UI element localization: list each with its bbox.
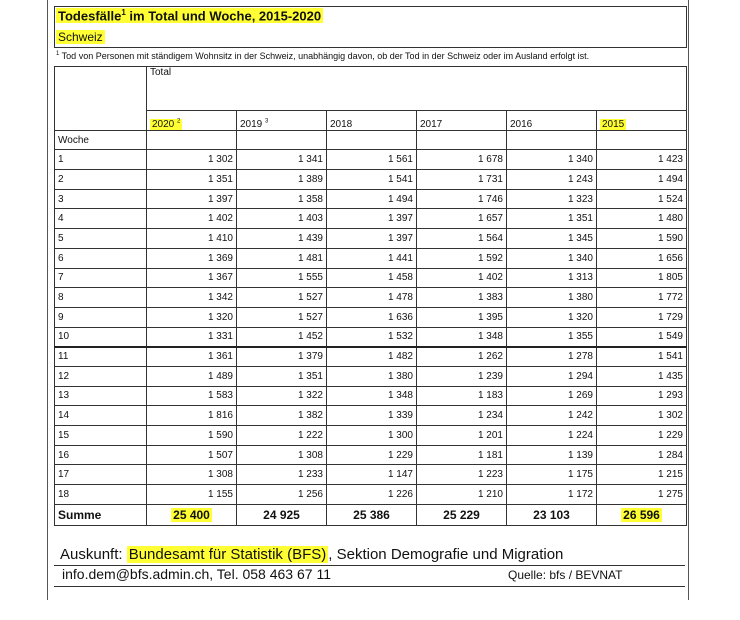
value-cell: 1 656 — [597, 248, 687, 268]
value-cell: 1 300 — [327, 426, 417, 446]
value-cell: 1 172 — [507, 485, 597, 505]
value-cell: 1 355 — [507, 327, 597, 347]
value-cell: 1 410 — [147, 229, 237, 249]
table-row — [55, 347, 687, 367]
week-header: Woche — [55, 130, 147, 150]
value-cell: 1 320 — [147, 307, 237, 327]
value-cell: 1 284 — [597, 445, 687, 465]
value-cell: 1 181 — [417, 445, 507, 465]
value-cell: 1 234 — [417, 406, 507, 426]
value-cell: 1 527 — [237, 288, 327, 308]
table-title: Todesfälle$^1$ im Total und Woche, 2015-2020 — [58, 8, 322, 24]
value-cell: 1 147 — [327, 465, 417, 485]
week-header-blank — [327, 130, 417, 150]
week-cell: 17 — [55, 465, 147, 485]
value-cell: 1 729 — [597, 307, 687, 327]
table-row — [55, 150, 687, 170]
value-cell: 1 351 — [147, 170, 237, 190]
week-cell: 7 — [55, 268, 147, 288]
value-cell: 1 564 — [417, 229, 507, 249]
table-row — [55, 170, 687, 190]
value-cell: 1 222 — [237, 426, 327, 446]
value-cell: 1 342 — [147, 288, 237, 308]
table-row — [55, 229, 687, 249]
value-cell: 1 351 — [237, 366, 327, 386]
value-cell: 1 678 — [417, 150, 507, 170]
value-cell: 1 541 — [327, 170, 417, 190]
year-header: 2020 $^2$ — [147, 111, 237, 131]
table-row — [55, 406, 687, 426]
contact-info: Auskunft: Bundesamt für Statistik (BFS) , Sektion Demografie und Migration — [60, 546, 564, 563]
value-cell: 1 439 — [237, 229, 327, 249]
sum-cell: 25 229 — [417, 504, 507, 525]
value-cell: 1 494 — [327, 189, 417, 209]
value-cell: 1 243 — [507, 170, 597, 190]
week-cell: 14 — [55, 406, 147, 426]
value-cell: 1 494 — [597, 170, 687, 190]
value-cell: 1 549 — [597, 327, 687, 347]
value-cell: 1 345 — [507, 229, 597, 249]
footnote: $^1$ Tod von Personen mit ständigem Wohnsitz in der Schweiz, unabhängig davon, ob der Tod in der Schweiz oder im Ausland erfolgt ist. — [56, 51, 590, 61]
value-cell: 1 275 — [597, 485, 687, 505]
value-cell: 1 341 — [237, 150, 327, 170]
week-cell: 12 — [55, 366, 147, 386]
value-cell: 1 397 — [327, 229, 417, 249]
value-cell: 1 223 — [417, 465, 507, 485]
sum-cell: 24 925 — [237, 504, 327, 525]
value-cell: 1 583 — [147, 386, 237, 406]
table-row — [55, 209, 687, 229]
value-cell: 1 340 — [507, 150, 597, 170]
value-cell: 1 155 — [147, 485, 237, 505]
value-cell: 1 229 — [597, 426, 687, 446]
sum-cell: 25 400 — [147, 504, 237, 525]
value-cell: 1 561 — [327, 150, 417, 170]
value-cell: 1 397 — [147, 189, 237, 209]
year-header: 2016 — [507, 111, 597, 131]
value-cell: 1 242 — [507, 406, 597, 426]
table-row — [55, 327, 687, 347]
value-cell: 1 367 — [147, 268, 237, 288]
value-cell: 1 532 — [327, 327, 417, 347]
value-cell: 1 458 — [327, 268, 417, 288]
value-cell: 1 361 — [147, 347, 237, 367]
year-header: 2017 — [417, 111, 507, 131]
table-row — [55, 445, 687, 465]
value-cell: 1 527 — [237, 307, 327, 327]
week-cell: 11 — [55, 347, 147, 367]
value-cell: 1 383 — [417, 288, 507, 308]
value-cell: 1 389 — [237, 170, 327, 190]
value-cell: 1 348 — [327, 386, 417, 406]
value-cell: 1 340 — [507, 248, 597, 268]
region-label: Schweiz — [58, 30, 103, 44]
contact-org: Bundesamt für Statistik (BFS) — [128, 546, 327, 563]
week-cell: 18 — [55, 485, 147, 505]
value-cell: 1 380 — [327, 366, 417, 386]
value-cell: 1 435 — [597, 366, 687, 386]
table-row — [55, 189, 687, 209]
value-cell: 1 302 — [147, 150, 237, 170]
value-cell: 1 657 — [417, 209, 507, 229]
year-header: 2018 — [327, 111, 417, 131]
week-cell: 15 — [55, 426, 147, 446]
value-cell: 1 489 — [147, 366, 237, 386]
week-cell: 13 — [55, 386, 147, 406]
value-cell: 1 302 — [597, 406, 687, 426]
table-row — [55, 465, 687, 485]
value-cell: 1 294 — [507, 366, 597, 386]
value-cell: 1 636 — [327, 307, 417, 327]
week-cell: 4 — [55, 209, 147, 229]
deaths-table — [54, 66, 687, 526]
value-cell: 1 233 — [237, 465, 327, 485]
page-border-right — [688, 0, 689, 600]
value-cell: 1 452 — [237, 327, 327, 347]
week-header-blank — [507, 130, 597, 150]
week-cell: 9 — [55, 307, 147, 327]
value-cell: 1 380 — [507, 288, 597, 308]
table-row — [55, 268, 687, 288]
value-cell: 1 348 — [417, 327, 507, 347]
value-cell: 1 507 — [147, 445, 237, 465]
page-border-left — [47, 0, 48, 600]
value-cell: 1 339 — [327, 406, 417, 426]
value-cell: 1 322 — [237, 386, 327, 406]
year-header: 2019 $^3$ — [237, 111, 327, 131]
source-note: Quelle: bfs / BEVNAT — [508, 568, 623, 582]
value-cell: 1 308 — [237, 445, 327, 465]
sum-row — [55, 504, 687, 525]
value-cell: 1 397 — [327, 209, 417, 229]
value-cell: 1 278 — [507, 347, 597, 367]
value-cell: 1 395 — [417, 307, 507, 327]
value-cell: 1 320 — [507, 307, 597, 327]
value-cell: 1 746 — [417, 189, 507, 209]
week-cell: 6 — [55, 248, 147, 268]
week-header-blank — [597, 130, 687, 150]
value-cell: 1 805 — [597, 268, 687, 288]
sum-cell: 25 386 — [327, 504, 417, 525]
value-cell: 1 313 — [507, 268, 597, 288]
value-cell: 1 402 — [417, 268, 507, 288]
value-cell: 1 441 — [327, 248, 417, 268]
value-cell: 1 382 — [237, 406, 327, 426]
value-cell: 1 201 — [417, 426, 507, 446]
value-cell: 1 524 — [597, 189, 687, 209]
value-cell: 1 323 — [507, 189, 597, 209]
value-cell: 1 226 — [327, 485, 417, 505]
value-cell: 1 480 — [597, 209, 687, 229]
value-cell: 1 592 — [417, 248, 507, 268]
value-cell: 1 139 — [507, 445, 597, 465]
value-cell: 1 590 — [147, 426, 237, 446]
value-cell: 1 256 — [237, 485, 327, 505]
header-corner — [55, 67, 147, 131]
region-box — [54, 28, 687, 48]
value-cell: 1 541 — [597, 347, 687, 367]
value-cell: 1 269 — [507, 386, 597, 406]
value-cell: 1 239 — [417, 366, 507, 386]
week-cell: 10 — [55, 327, 147, 347]
value-cell: 1 262 — [417, 347, 507, 367]
week-cell: 5 — [55, 229, 147, 249]
value-cell: 1 481 — [237, 248, 327, 268]
value-cell: 1 482 — [327, 347, 417, 367]
week-cell: 1 — [55, 150, 147, 170]
table-row — [55, 248, 687, 268]
value-cell: 1 590 — [597, 229, 687, 249]
table-row — [55, 426, 687, 446]
week-cell: 3 — [55, 189, 147, 209]
table-row — [55, 485, 687, 505]
value-cell: 1 224 — [507, 426, 597, 446]
week-header-blank — [147, 130, 237, 150]
year-header: 2015 — [597, 111, 687, 131]
value-cell: 1 423 — [597, 150, 687, 170]
value-cell: 1 229 — [327, 445, 417, 465]
value-cell: 1 183 — [417, 386, 507, 406]
value-cell: 1 358 — [237, 189, 327, 209]
table-row — [55, 288, 687, 308]
value-cell: 1 351 — [507, 209, 597, 229]
value-cell: 1 731 — [417, 170, 507, 190]
value-cell: 1 210 — [417, 485, 507, 505]
value-cell: 1 555 — [237, 268, 327, 288]
sum-cell: 23 103 — [507, 504, 597, 525]
value-cell: 1 369 — [147, 248, 237, 268]
value-cell: 1 402 — [147, 209, 237, 229]
sum-cell: 26 596 — [597, 504, 687, 525]
value-cell: 1 772 — [597, 288, 687, 308]
table-row — [55, 366, 687, 386]
table-row — [55, 307, 687, 327]
week-header-blank — [417, 130, 507, 150]
total-header: Total — [147, 67, 687, 111]
contact-email-phone: info.dem@bfs.admin.ch, Tel. 058 463 67 11 — [62, 566, 331, 582]
value-cell: 1 308 — [147, 465, 237, 485]
week-cell: 8 — [55, 288, 147, 308]
value-cell: 1 331 — [147, 327, 237, 347]
value-cell: 1 215 — [597, 465, 687, 485]
week-header-blank — [237, 130, 327, 150]
value-cell: 1 478 — [327, 288, 417, 308]
value-cell: 1 816 — [147, 406, 237, 426]
value-cell: 1 379 — [237, 347, 327, 367]
sum-label: Summe — [55, 504, 147, 525]
table-row — [55, 386, 687, 406]
week-cell: 16 — [55, 445, 147, 465]
value-cell: 1 293 — [597, 386, 687, 406]
week-cell: 2 — [55, 170, 147, 190]
value-cell: 1 403 — [237, 209, 327, 229]
divider — [54, 586, 685, 587]
value-cell: 1 175 — [507, 465, 597, 485]
